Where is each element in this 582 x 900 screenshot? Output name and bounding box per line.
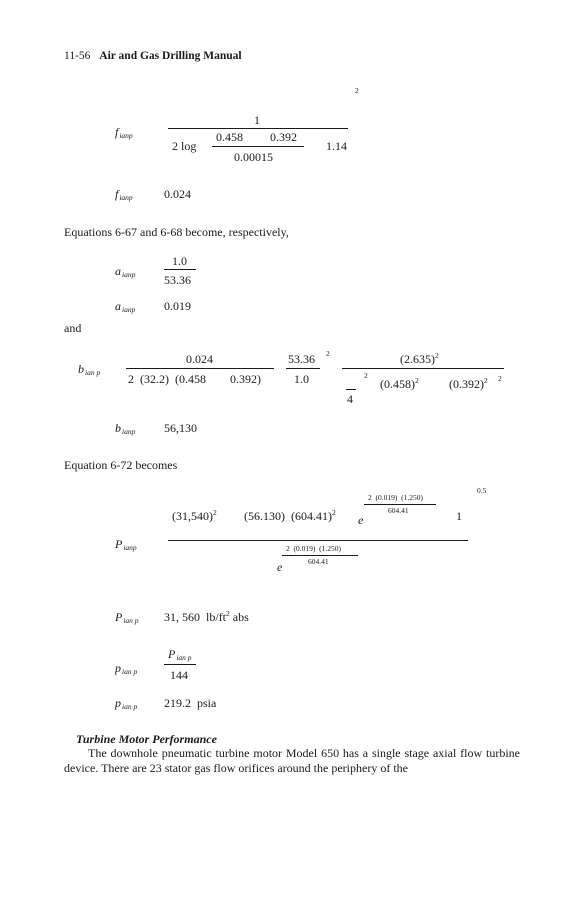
eq1-lhs: fianp <box>115 125 133 140</box>
eq1-inner-num-b: 0.392 <box>270 130 297 144</box>
eq7-den-e: e <box>277 560 283 574</box>
section-paragraph: The downhole pneumatic turbine motor Model 650 has a single stage axial flow turbine device. There are 23 stator gas flow orifices around the periphery of the <box>64 746 520 775</box>
eq7-main-bar <box>168 540 468 541</box>
eq7-term2: (56.130) $(604.41)^2$ <box>244 508 336 523</box>
eq5-r-quarter: 4 <box>347 392 353 406</box>
eq7-minus-one: 1 <box>456 509 462 523</box>
eq3-fraction-bar <box>164 269 196 270</box>
eq5-f-bar <box>126 368 274 369</box>
eq7-lhs: Pianp <box>115 537 137 552</box>
running-header <box>64 51 242 63</box>
eq5-m-den: 1.0 <box>294 372 309 386</box>
eq7-exp-num: 2 (0.019) (1.250) <box>368 493 423 502</box>
eq7-den-exp-bar <box>282 555 358 556</box>
eq2-lhs: fianp <box>115 187 133 202</box>
eq7-outer-exp: 0.5 <box>477 486 487 495</box>
book-title: Air and Gas Drilling Manual <box>99 50 242 62</box>
eq5-f-num: 0.024 <box>186 352 213 366</box>
eq9-num: Pian p <box>168 647 192 662</box>
eq5-m-num: 53.36 <box>288 352 315 366</box>
eq9-lhs: pian p <box>115 661 138 676</box>
eq6-value: 56,130 <box>164 421 197 435</box>
eq8-lhs: Pian p <box>115 610 139 625</box>
text-and: and <box>64 321 82 335</box>
eq7-den-exp-den: 604.41 <box>308 557 329 566</box>
eq5-r-num: $(2.635)^2$ <box>400 351 439 366</box>
text-equation-672: Equation 6-72 becomes <box>64 458 178 472</box>
eq1-top-exponent: 2 <box>355 86 359 95</box>
eq5-quarter-bar <box>346 389 356 390</box>
eq2-value: 0.024 <box>164 187 191 201</box>
eq5-r-den-b: $(0.392)^2$ <box>449 376 488 391</box>
eq9-fraction-bar <box>164 664 196 665</box>
eq3-num: 1.0 <box>172 254 187 268</box>
eq5-r-outer-exp: 2 <box>498 374 502 383</box>
eq10-lhs: pian p <box>115 696 138 711</box>
eq6-lhs: bianp <box>115 421 136 436</box>
eq1-inner-fraction-bar <box>212 146 304 147</box>
eq1-fraction-bar <box>168 128 348 129</box>
eq5-m-bar <box>286 368 320 369</box>
eq5-f-den: 2 (32.2) (0.458 0.392) <box>128 372 261 386</box>
eq5-r-den-a: $(0.458)^2$ <box>380 376 419 391</box>
eq7-exp-den: 604.41 <box>388 506 409 515</box>
section-heading: Turbine Motor Performance <box>76 732 217 746</box>
eq8-value: 31, 560 $lb/ft^2$ abs <box>164 609 249 624</box>
eq7-e: e <box>358 513 364 527</box>
eq3-den: 53.36 <box>164 273 191 287</box>
eq4-value: 0.019 <box>164 299 191 313</box>
eq1-inner-num-a: 0.458 <box>216 130 243 144</box>
eq9-den: 144 <box>170 668 188 682</box>
page-number: 11-56 <box>64 50 91 62</box>
eq1-numerator: 1 <box>254 113 260 127</box>
eq5-r-small-exp: 2 <box>364 371 368 380</box>
eq7-term1: $(31,540)^2$ <box>172 508 217 523</box>
eq10-value: 219.2 psia <box>164 696 217 710</box>
eq7-exp-bar <box>364 504 436 505</box>
eq1-tail: 1.14 <box>326 139 347 153</box>
eq3-lhs: aianp <box>115 264 136 279</box>
eq1-two-log: 2 log <box>172 139 197 153</box>
text-equations-become: Equations 6-67 and 6-68 become, respectively, <box>64 225 289 239</box>
eq7-den-exp-num: 2 (0.019) (1.250) <box>286 544 341 553</box>
eq5-lhs: bian p <box>78 362 101 377</box>
eq4-lhs: aianp <box>115 299 136 314</box>
eq1-inner-den: 0.00015 <box>234 150 273 164</box>
eq5-r-bar <box>342 368 504 369</box>
eq5-m-exp: 2 <box>326 349 330 358</box>
